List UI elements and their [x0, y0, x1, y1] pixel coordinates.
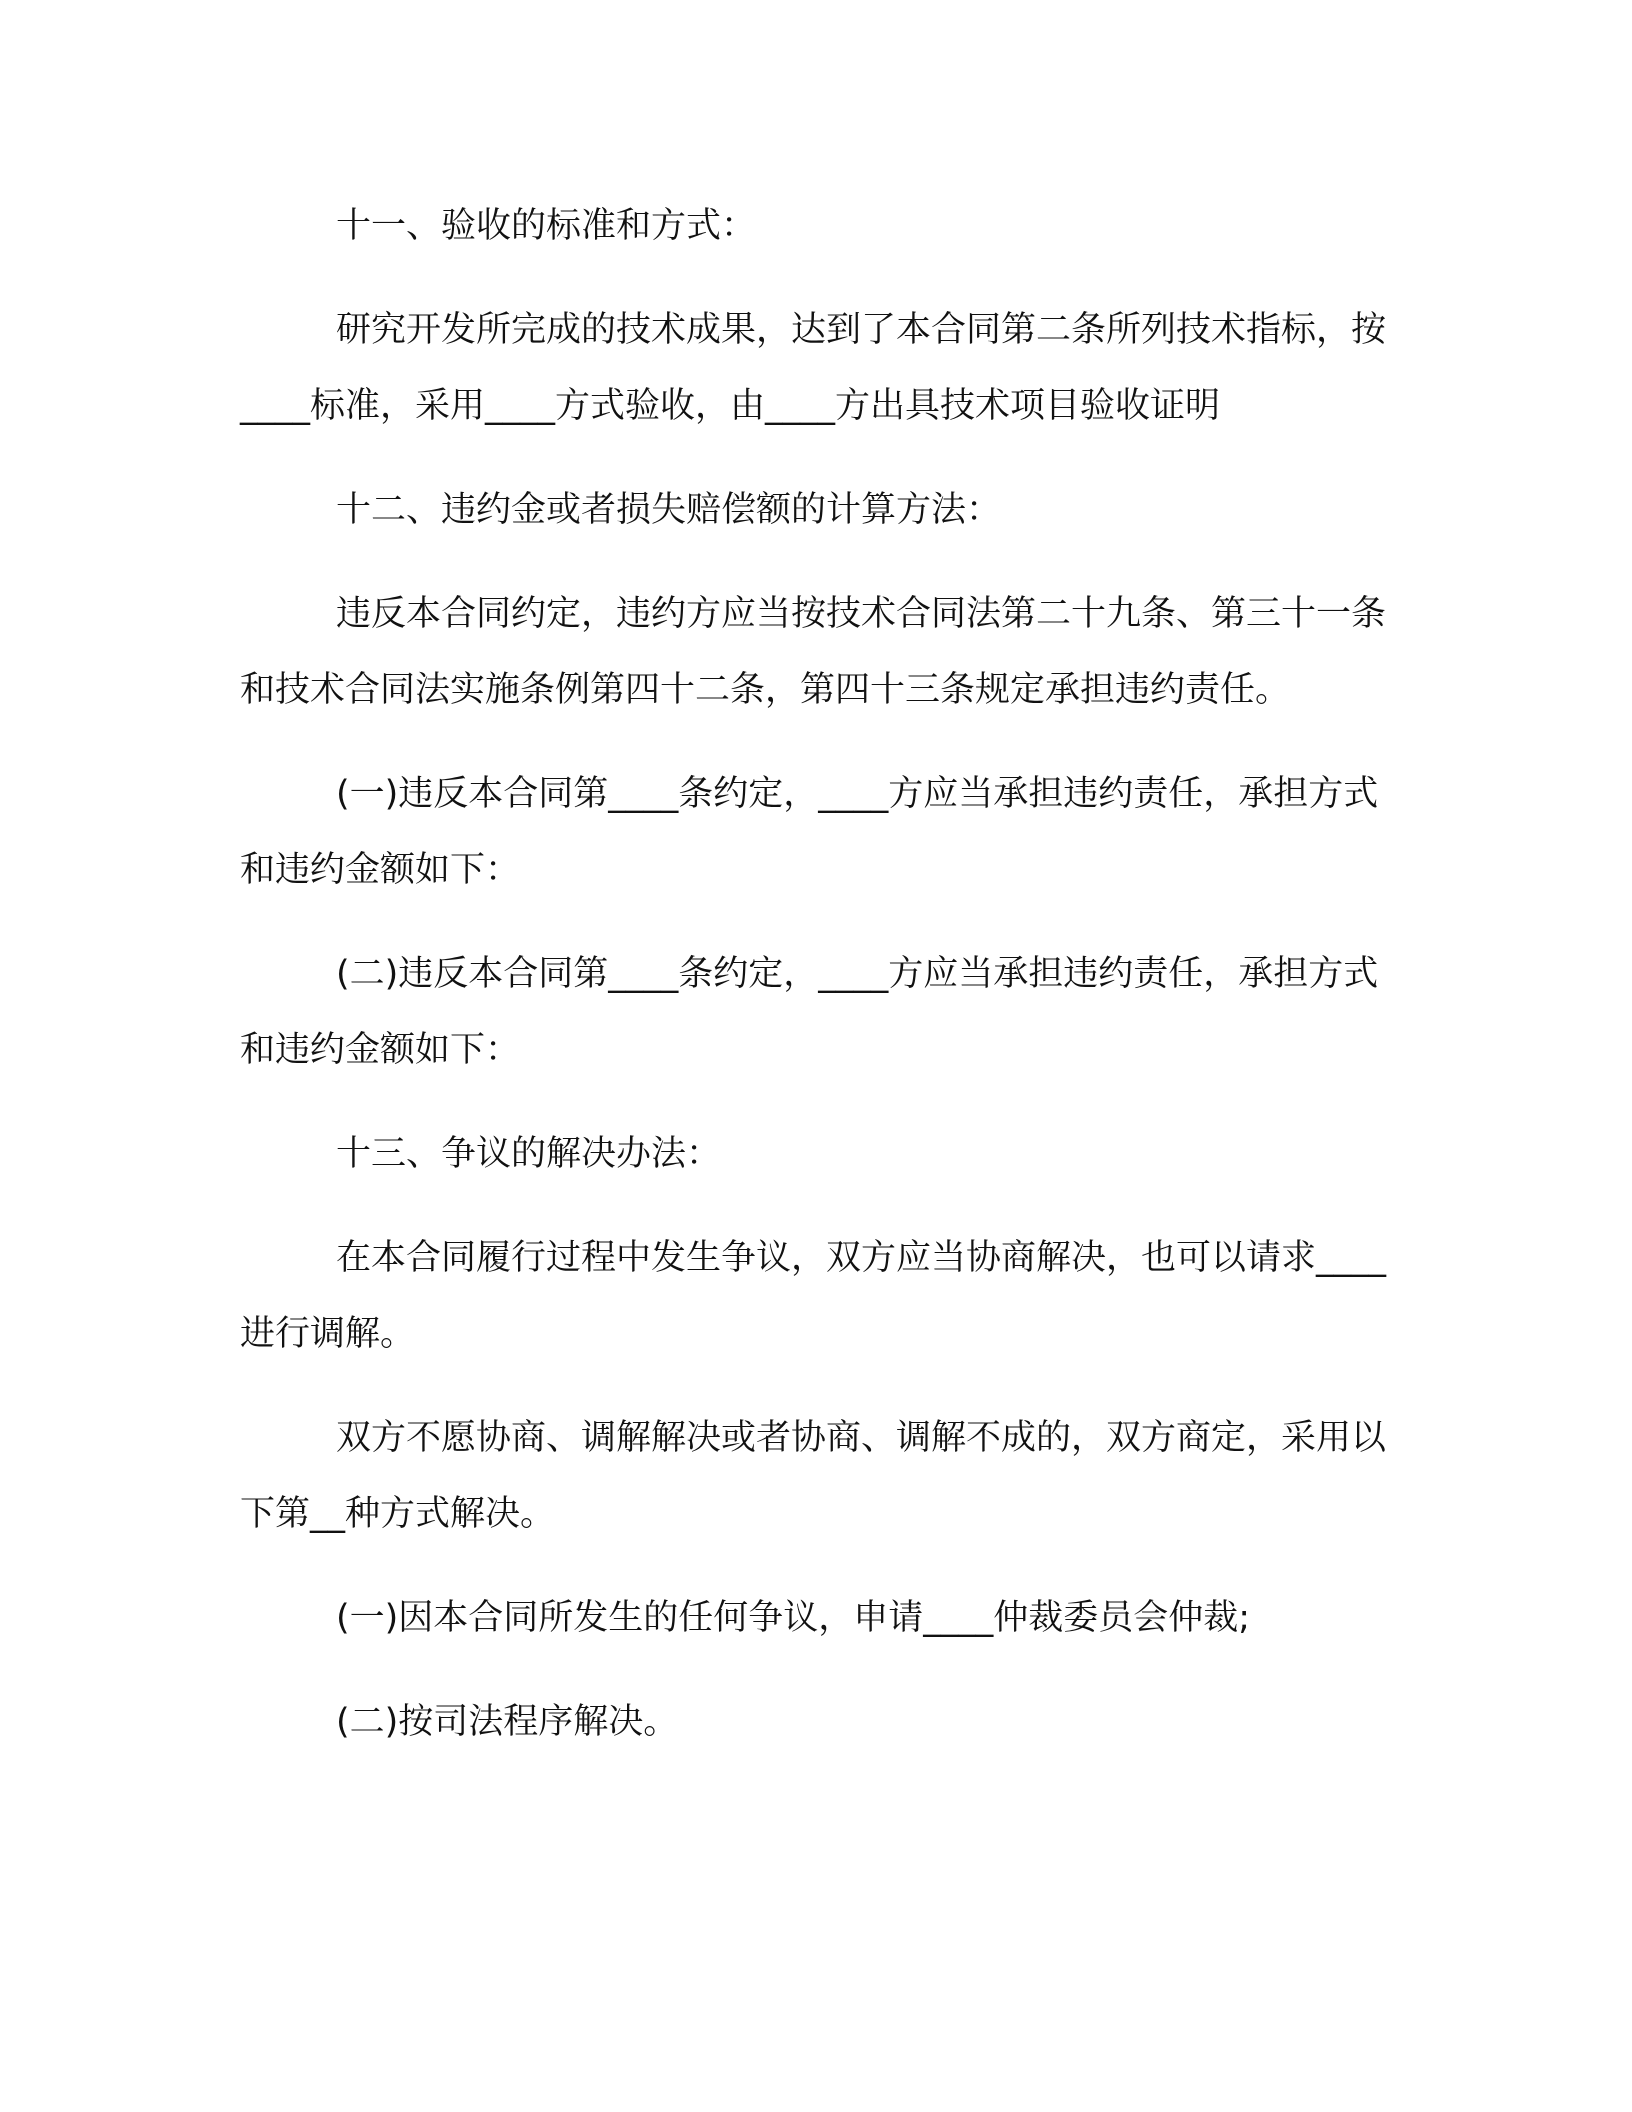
document-body — [240, 188, 1400, 1788]
section-heading-penalty: 十二、违约金或者损失赔偿额的计算方法： — [336, 490, 1002, 530]
paragraph-breach-liability: 违反本合同约定，违约方应当按技术合同法第二十九条、第三十一条和技术合同法实施条例第四十二条，第四十三条规定承担违约责任。 — [240, 594, 1387, 710]
section-heading-acceptance: 十一、验收的标准和方式： — [336, 206, 757, 246]
paragraph-dispute-arbitration: (一)因本合同所发生的任何争议，申请____仲裁委员会仲裁; — [336, 1598, 1251, 1638]
paragraph-breach-item-2: (二)违反本合同第____条约定，____方应当承担违约责任，承担方式和违约金额如下： — [240, 954, 1379, 1070]
paragraph-breach-item-1: (一)违反本合同第____条约定，____方应当承担违约责任，承担方式和违约金额如下： — [240, 774, 1379, 890]
paragraph-dispute-negotiation: 在本合同履行过程中发生争议，双方应当协商解决，也可以请求____进行调解。 — [240, 1238, 1387, 1354]
paragraph-dispute-judicial: (二)按司法程序解决。 — [336, 1702, 679, 1742]
section-heading-dispute: 十三、争议的解决办法： — [336, 1134, 722, 1174]
paragraph-dispute-method: 双方不愿协商、调解解决或者协商、调解不成的，双方商定，采用以下第__种方式解决。 — [240, 1418, 1387, 1534]
paragraph-acceptance-standard: 研究开发所完成的技术成果，达到了本合同第二条所列技术指标，按____标准，采用____方式验收，由____方出具技术项目验收证明 — [240, 310, 1387, 426]
